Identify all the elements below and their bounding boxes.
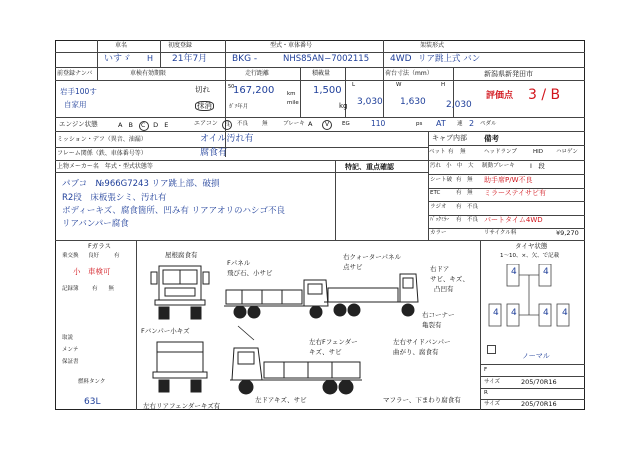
fuel-label: 燃料タンク bbox=[78, 379, 106, 385]
cab-row-seat-opts: 有 無 bbox=[456, 177, 473, 183]
eg-label: EG bbox=[342, 121, 350, 127]
body-cond-label: 上物メーカー名 年式・型式状態等 bbox=[57, 163, 153, 170]
location-value: 新潟県新発田市 bbox=[484, 70, 533, 78]
glass-title: Fガラス bbox=[88, 242, 112, 250]
bed-label: ベット bbox=[429, 149, 446, 155]
remark-2: ミラーステイサビ有 bbox=[484, 189, 547, 197]
tire-front-label: F bbox=[484, 367, 488, 373]
use-value: 自家用 bbox=[64, 100, 87, 109]
note-ffender-detail: キズ、サビ bbox=[309, 348, 342, 356]
exhaust-brake-label: 制動ブレーキ bbox=[482, 163, 515, 169]
model-prefix: BKG - bbox=[232, 54, 258, 64]
hid-label: HID bbox=[533, 149, 543, 155]
rule bbox=[300, 67, 301, 117]
bed-no: 無 bbox=[460, 149, 466, 155]
capacity-value: 1,500 bbox=[313, 85, 342, 96]
tire-rear-4: 4 bbox=[562, 308, 568, 318]
prev-mileage: 50 bbox=[228, 84, 235, 90]
cab-row-mirror: ﾊﾞｯｸﾐﾗｰ bbox=[430, 217, 450, 223]
engine-grade-a: A bbox=[118, 121, 125, 129]
rule bbox=[136, 240, 137, 410]
grade-value: 3 / B bbox=[528, 87, 561, 103]
tire-title: タイヤ状態 bbox=[515, 242, 548, 250]
truck-side-view-right bbox=[222, 276, 332, 321]
plate-label: 前登録ナンバ bbox=[57, 70, 93, 77]
glass-crack-value: 小 車検可 bbox=[73, 267, 111, 276]
aircon-none: 無 bbox=[262, 121, 268, 127]
inspection-label: 車検有効期限 bbox=[130, 70, 167, 77]
rule bbox=[55, 147, 428, 148]
brake-label: ブレーキ bbox=[283, 121, 305, 127]
capacity-label: 積載量 bbox=[312, 70, 331, 77]
rule bbox=[428, 174, 585, 175]
tire-rear-3: 4 bbox=[543, 308, 549, 318]
record-label: 記録簿 bbox=[62, 286, 79, 292]
condition-line-4: リアバンパー腐食 bbox=[62, 219, 129, 229]
halogen-label: ハロゲン bbox=[556, 149, 578, 155]
grade-label: 評価点 bbox=[486, 91, 514, 101]
era-value: H bbox=[147, 54, 154, 63]
tire-front-size: 205/70R16 bbox=[521, 378, 557, 386]
note-rcorner: 右コーナー bbox=[422, 311, 455, 319]
tire-subtitle: 1〜10、×、欠、で記載 bbox=[500, 253, 560, 259]
first-reg-value: 21年7月 bbox=[172, 54, 208, 64]
brake-v-option: V bbox=[322, 120, 332, 130]
note-rcorner-detail: 亀裂有 bbox=[422, 321, 442, 329]
frame-label: フレーム関係（鉄、車体番号等） bbox=[57, 150, 147, 157]
glass-exchange-label: 乗交換 bbox=[62, 253, 79, 259]
height-value: 2,030 bbox=[446, 100, 472, 110]
engine-grade-c-selected: C bbox=[140, 122, 148, 129]
length-value: 3,030 bbox=[357, 97, 383, 107]
note-sidebumper-detail: 曲がり、腐食有 bbox=[393, 348, 439, 356]
trans-value: AT bbox=[436, 119, 446, 128]
cab-title: キャブ内部 bbox=[432, 134, 467, 142]
body-label: 架装形式 bbox=[420, 42, 445, 49]
mile-unit: mile bbox=[287, 100, 299, 106]
cab-row-etc: ETC bbox=[430, 190, 441, 196]
note-rdoor: 右ドア bbox=[430, 265, 450, 273]
note-rquarter: 右クォーターパネル bbox=[343, 253, 401, 261]
truck-rear-view bbox=[145, 338, 215, 398]
fbumper-pointer bbox=[236, 324, 256, 342]
glass-yes: 有 bbox=[114, 253, 120, 259]
note-rdoor-detail1: サビ、キズ、 bbox=[430, 275, 469, 283]
erased-label: 抹消 bbox=[197, 101, 212, 110]
first-reg-label: 初度登録 bbox=[168, 42, 193, 49]
exhaust-brake-value: Ⅰ 段 bbox=[530, 162, 545, 170]
rule bbox=[480, 240, 481, 410]
rule bbox=[55, 240, 585, 241]
rule bbox=[480, 376, 585, 377]
dims-label: 荷台寸法（mm） bbox=[385, 70, 433, 77]
engine-grade-d: D bbox=[153, 121, 161, 129]
headlamp-label: ヘッドランプ bbox=[484, 149, 518, 155]
plate-value: 岩手100す bbox=[60, 87, 97, 96]
pedal-label: ペダル bbox=[480, 121, 497, 127]
width-label: W bbox=[396, 82, 402, 88]
tire-layout-diagram bbox=[487, 264, 579, 336]
km-unit: km bbox=[287, 91, 296, 97]
rule bbox=[335, 160, 336, 240]
rule bbox=[428, 131, 429, 240]
kg-unit: kg bbox=[339, 102, 348, 110]
condition-line-1: パブコ №966G7243 リア跳上部、破損 bbox=[62, 179, 220, 189]
cab-row-stain: 汚れ bbox=[430, 163, 442, 169]
aircon-good bbox=[222, 120, 232, 130]
aircon-label: エアコン bbox=[194, 120, 218, 127]
model-label: 型式・車体番号 bbox=[270, 42, 313, 49]
brake-v bbox=[322, 120, 332, 130]
model-code: NHS85AN−7002115 bbox=[283, 54, 370, 64]
cab-row-stain-opts: 小 中 大 bbox=[446, 163, 474, 169]
note-sidebumper: 左右サイドバンパー bbox=[393, 338, 451, 346]
note-fpanel: Fパネル bbox=[227, 259, 251, 267]
aircon-bad: 不良 bbox=[237, 121, 249, 127]
note-rdoor-detail2: 凸凹有 bbox=[434, 285, 454, 293]
rule bbox=[480, 388, 585, 389]
note-rfender: 左右リアフェンダーキズ有 bbox=[143, 402, 221, 410]
mission-label: ミッション・デフ（異音、油漏） bbox=[57, 136, 147, 143]
engine-grade-b: B bbox=[128, 121, 135, 129]
length-label: L bbox=[352, 82, 356, 88]
rule bbox=[160, 40, 161, 67]
remark-1: 助手席P/W不良 bbox=[484, 176, 533, 184]
frame-value: 腐食有 bbox=[200, 148, 228, 158]
record-opts: 有 無 bbox=[92, 286, 115, 292]
aircon-good-option: 良 bbox=[223, 121, 230, 128]
rule bbox=[55, 117, 585, 118]
rule bbox=[428, 145, 585, 146]
note-fbumper: Fバンパー小キズ bbox=[141, 327, 190, 335]
rule bbox=[383, 40, 384, 117]
fuel-value: 63L bbox=[84, 397, 101, 407]
body-type-value: リア跳上式 バン bbox=[418, 54, 481, 64]
truck-side-view-left bbox=[228, 340, 368, 396]
glass-good: 良好 bbox=[88, 253, 100, 259]
engine-grades bbox=[118, 121, 170, 131]
expired-label: 切れ bbox=[195, 85, 210, 94]
engine-label: エンジン状態 bbox=[59, 120, 98, 128]
tire-front-size-label: サイズ bbox=[484, 379, 501, 385]
height-label: H bbox=[441, 82, 446, 88]
cab-row-seat: シート破 bbox=[430, 177, 453, 183]
drive-value: 4WD bbox=[390, 54, 412, 64]
mileage-note: ｶﾞｿ年月 bbox=[229, 104, 249, 110]
bed-yes: 有 bbox=[448, 149, 454, 155]
rule bbox=[55, 172, 428, 173]
note-fpanel-detail: 飛び石、小サビ bbox=[227, 269, 273, 277]
engine-grade-e: E bbox=[164, 121, 171, 129]
truck-side-view-rear bbox=[320, 270, 420, 320]
mileage-label: 走行距離 bbox=[245, 70, 270, 77]
spare-box bbox=[487, 345, 496, 354]
tire-rear-size-label: サイズ bbox=[484, 401, 501, 407]
rule bbox=[55, 52, 585, 53]
cab-row-radio: ラジオ bbox=[430, 204, 447, 210]
note-roof: 屋根腐食有 bbox=[165, 251, 198, 259]
note-muffler: マフラー、下まわり腐食有 bbox=[383, 396, 461, 404]
width-value: 1,630 bbox=[400, 97, 426, 107]
recycle-value: ¥9,270 bbox=[556, 229, 579, 237]
rule bbox=[55, 80, 585, 81]
tire-rear-label: R bbox=[484, 390, 488, 396]
maint-label: メンテ bbox=[62, 347, 79, 353]
note-rquarter-detail: 点サビ bbox=[343, 263, 363, 271]
rule bbox=[55, 131, 585, 132]
eg-value: 110 bbox=[371, 119, 386, 128]
spare-label: ノーマル bbox=[522, 352, 550, 360]
rule bbox=[55, 67, 585, 68]
maker-label: 車名 bbox=[115, 42, 128, 49]
rule bbox=[428, 201, 585, 202]
note-ffender: 左右Fフェンダー bbox=[309, 338, 358, 346]
cab-row-color: カラー bbox=[430, 230, 447, 236]
mileage-value: 167,200 bbox=[233, 85, 275, 96]
condition-line-2: R2段 床板張シミ、汚れ有 bbox=[62, 193, 167, 203]
tire-rear-size: 205/70R16 bbox=[521, 400, 557, 408]
rule bbox=[97, 40, 98, 80]
remarks-title: 備考 bbox=[484, 134, 499, 143]
ps-unit: ps bbox=[416, 121, 423, 127]
tire-rear-1: 4 bbox=[493, 308, 499, 318]
tire-front-right: 4 bbox=[543, 267, 549, 277]
maker-value: いすゞ bbox=[104, 54, 132, 64]
mission-value: オイル汚れ有 bbox=[200, 134, 254, 144]
truck-front-view bbox=[145, 262, 215, 324]
condition-line-3: ボディーキズ、腐食箇所、凹み有 リアアオリのハシゴ不良 bbox=[62, 206, 286, 216]
speeds-value: 2 bbox=[469, 119, 475, 128]
cab-row-mirror-opts: 有 不良 bbox=[456, 217, 479, 223]
warranty-label: 保証書 bbox=[62, 359, 79, 365]
tire-rear-2: 4 bbox=[511, 308, 517, 318]
notes-label: 特記、重点確認 bbox=[345, 163, 394, 171]
trans-speed-label: 速 bbox=[457, 121, 463, 127]
rule bbox=[55, 160, 585, 161]
brake-a: A bbox=[308, 120, 313, 128]
recycle-label: リサイクル料 bbox=[484, 230, 517, 236]
remark-3: パートタイム4WD bbox=[484, 216, 543, 224]
tire-front-left: 4 bbox=[511, 267, 517, 277]
cab-row-radio-opts: 有 不良 bbox=[456, 204, 479, 210]
manual-label: 取説 bbox=[62, 335, 74, 341]
cab-row-etc-opts: 有 無 bbox=[456, 190, 473, 196]
note-ldoor: 左ドアキズ、サビ bbox=[255, 396, 307, 404]
rule bbox=[480, 364, 585, 365]
